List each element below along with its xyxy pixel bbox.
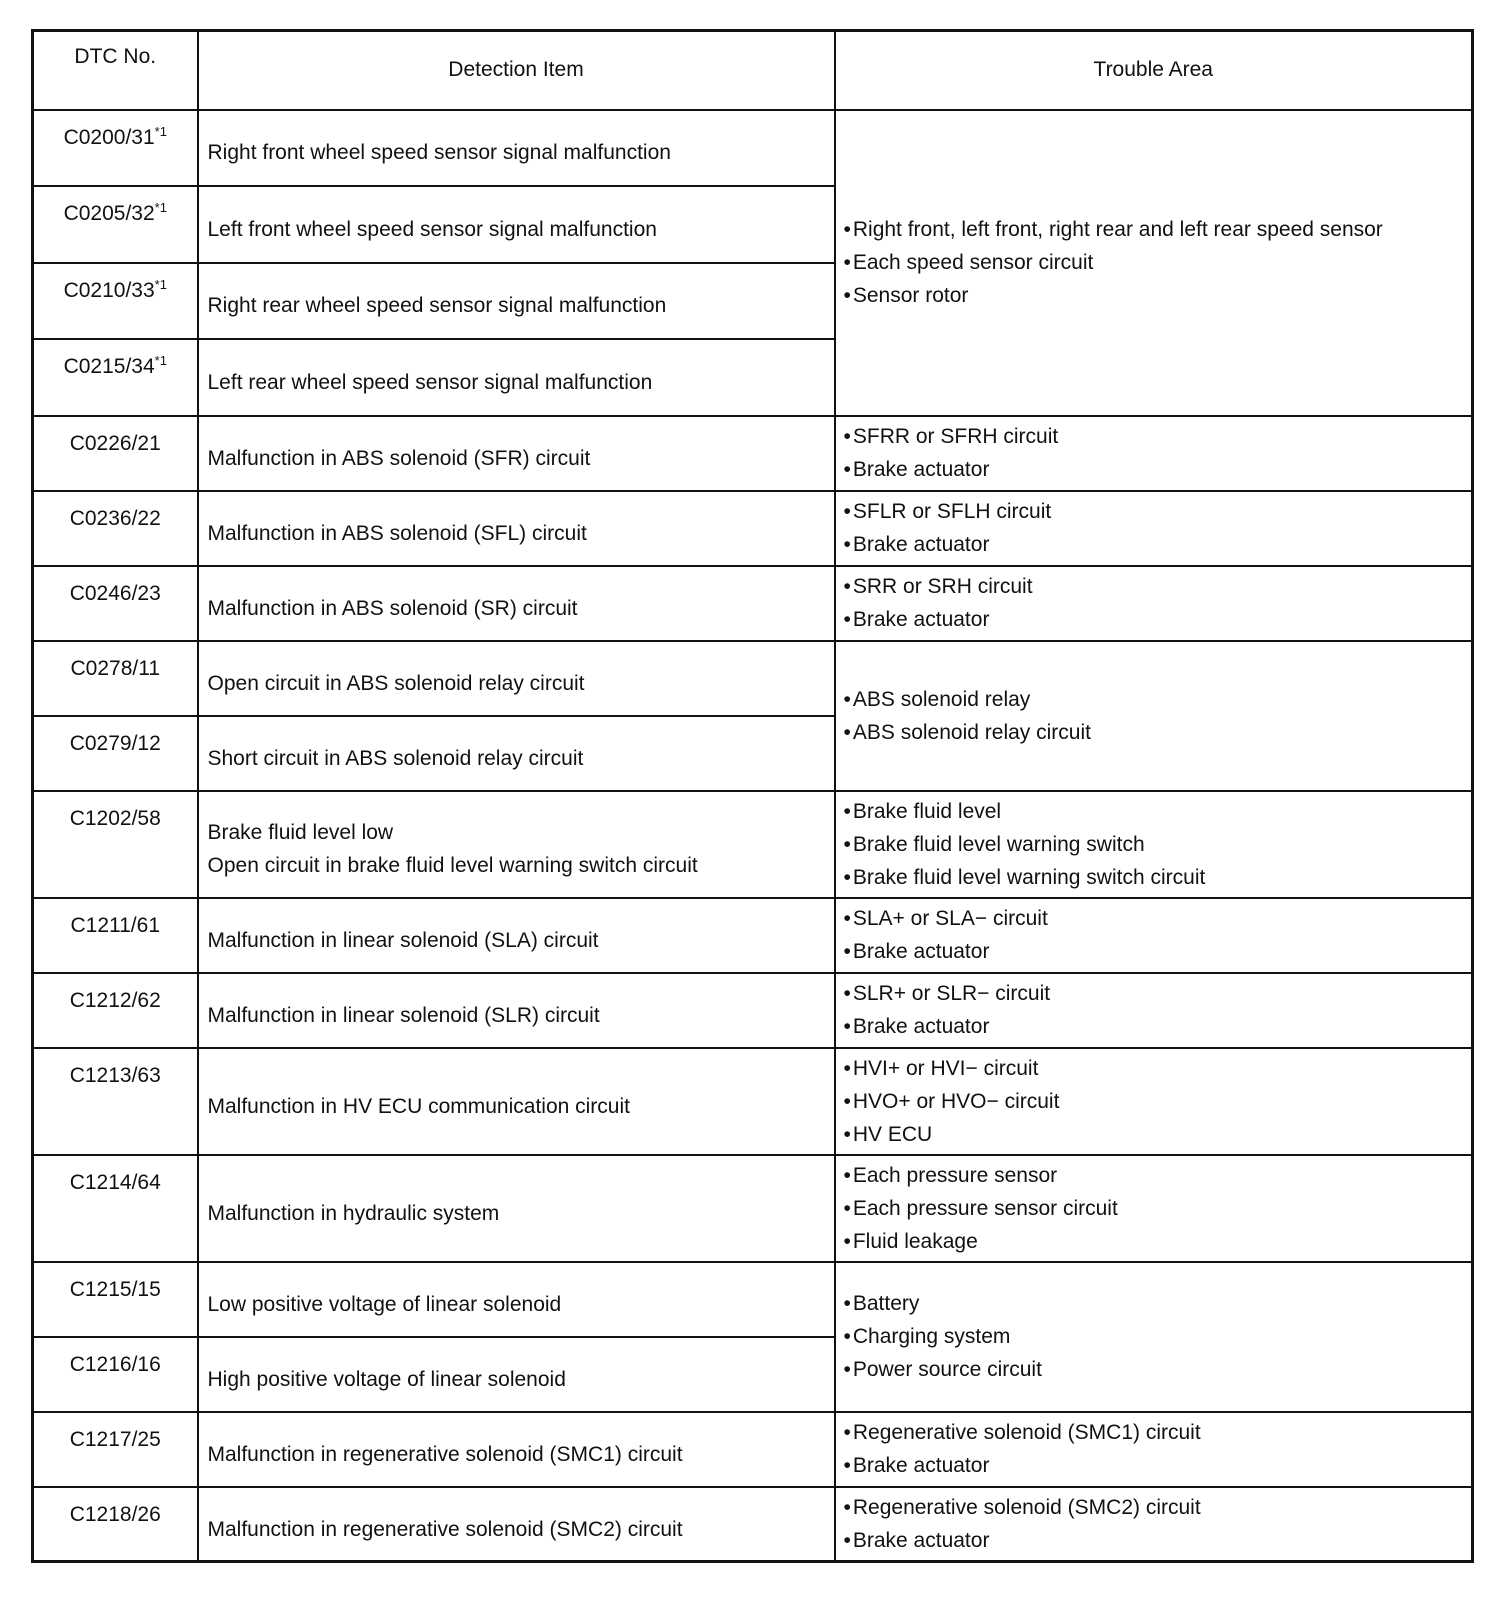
trouble-area-item: • SLR+ or SLR− circuit xyxy=(844,977,1472,1010)
detection-item-cell xyxy=(198,1412,835,1487)
dtc-code-cell xyxy=(33,898,198,973)
trouble-area-cell xyxy=(835,1155,1473,1262)
dtc-code-cell xyxy=(33,1048,198,1155)
table-row xyxy=(33,491,1473,566)
table-row xyxy=(33,566,1473,641)
trouble-area-cell xyxy=(835,416,1473,491)
table-row xyxy=(33,1048,1473,1155)
dtc-code: C0279/12 xyxy=(69,731,161,755)
dtc-table xyxy=(31,29,1474,1563)
table-row xyxy=(33,1412,1473,1487)
trouble-area-item: • Power source circuit xyxy=(844,1353,1472,1386)
detection-item-text: Left front wheel speed sensor signal malfunction xyxy=(207,217,657,241)
detection-item-cell xyxy=(198,716,835,791)
trouble-area-item: • Each pressure sensor xyxy=(844,1159,1472,1192)
trouble-area-item: • Brake fluid level warning switch circuit xyxy=(844,861,1472,894)
trouble-area-item: • SFLR or SFLH circuit xyxy=(844,495,1472,528)
detection-item-cell xyxy=(198,110,835,187)
trouble-area-item: • Brake actuator xyxy=(844,935,1472,968)
detection-item-cell xyxy=(198,263,835,340)
trouble-area-cell xyxy=(835,791,1473,898)
trouble-area-cell xyxy=(835,973,1473,1048)
header-detection-item: Detection Item xyxy=(198,31,835,110)
trouble-area-cell xyxy=(835,566,1473,641)
trouble-area-item: • SLA+ or SLA− circuit xyxy=(844,902,1472,935)
dtc-code-cell xyxy=(33,716,198,791)
dtc-code-cell xyxy=(33,339,198,416)
trouble-area-item: • HVI+ or HVI− circuit xyxy=(844,1052,1472,1085)
detection-item-cell xyxy=(198,641,835,716)
trouble-area-item: • Sensor rotor xyxy=(844,279,1472,312)
detection-item-cell xyxy=(198,566,835,641)
trouble-area-item: • Regenerative solenoid (SMC1) circuit xyxy=(844,1416,1472,1449)
trouble-area-item: • Brake fluid level warning switch xyxy=(844,828,1472,861)
trouble-area-cell xyxy=(835,898,1473,973)
trouble-area-item: • HVO+ or HVO− circuit xyxy=(844,1085,1472,1118)
table-row xyxy=(33,973,1473,1048)
trouble-area-item: • Charging system xyxy=(844,1320,1472,1353)
dtc-code: C1214/64 xyxy=(69,1170,161,1194)
dtc-code: C0278/11 xyxy=(70,656,161,680)
trouble-area-item: • Each speed sensor circuit xyxy=(844,246,1472,279)
footnote-mark: *1 xyxy=(154,200,167,216)
detection-item-cell xyxy=(198,416,835,491)
dtc-code-cell xyxy=(33,263,198,340)
detection-item-cell xyxy=(198,186,835,263)
trouble-area-item: • Brake actuator xyxy=(844,453,1472,486)
dtc-code-cell xyxy=(33,791,198,898)
dtc-code: C1218/26 xyxy=(69,1502,161,1526)
trouble-area-item: • Right front, left front, right rear and left rear speed sensor xyxy=(844,213,1472,246)
footnote-mark: *1 xyxy=(154,276,167,292)
detection-item-text: High positive voltage of linear solenoid xyxy=(207,1367,566,1391)
detection-item-cell xyxy=(198,1487,835,1562)
dtc-code: C1212/62 xyxy=(69,988,161,1012)
trouble-area-cell xyxy=(835,491,1473,566)
table-row xyxy=(33,1487,1473,1562)
dtc-code-cell xyxy=(33,1155,198,1262)
trouble-area-item: • SRR or SRH circuit xyxy=(844,570,1472,603)
trouble-area-item: • Brake actuator xyxy=(844,1449,1472,1482)
dtc-code-cell xyxy=(33,641,198,716)
dtc-code-cell xyxy=(33,1262,198,1337)
header-dtc-no: DTC No. xyxy=(33,31,198,110)
detection-item-text: Right rear wheel speed sensor signal malfunction xyxy=(207,294,667,318)
trouble-area-cell xyxy=(835,110,1473,416)
detection-item-cell xyxy=(198,1048,835,1155)
detection-item-text: Malfunction in regenerative solenoid (SMC2) circuit xyxy=(207,1517,683,1541)
trouble-area-item: • Brake actuator xyxy=(844,1010,1472,1043)
detection-item-text: Short circuit in ABS solenoid relay circuit xyxy=(207,746,584,770)
detection-item-text: Right front wheel speed sensor signal malfunction xyxy=(207,141,671,165)
dtc-code-cell xyxy=(33,973,198,1048)
table-row xyxy=(33,791,1473,898)
trouble-area-item: • ABS solenoid relay xyxy=(844,683,1472,716)
dtc-code: C1215/15 xyxy=(69,1277,161,1301)
detection-item-text: Malfunction in ABS solenoid (SFR) circuit xyxy=(207,446,591,470)
detection-item-text: Low positive voltage of linear solenoid xyxy=(207,1292,562,1316)
trouble-area-cell xyxy=(835,641,1473,791)
detection-item-cell xyxy=(198,898,835,973)
detection-item-cell xyxy=(198,791,835,898)
table-row xyxy=(33,416,1473,491)
footnote-mark: *1 xyxy=(154,123,167,139)
dtc-code-cell xyxy=(33,1337,198,1412)
trouble-area-item: • HV ECU xyxy=(844,1118,1472,1151)
dtc-code: C0236/22 xyxy=(69,506,161,530)
dtc-code: C0246/23 xyxy=(69,581,161,605)
dtc-code: C0210/33 xyxy=(63,278,155,302)
dtc-code-cell xyxy=(33,186,198,263)
table-row xyxy=(33,898,1473,973)
trouble-area-item: • Brake actuator xyxy=(844,528,1472,561)
detection-item-cell xyxy=(198,1337,835,1412)
trouble-area-item: • SFRR or SFRH circuit xyxy=(844,420,1472,453)
header-trouble-area: Trouble Area xyxy=(835,31,1473,110)
detection-item-text: Open circuit in ABS solenoid relay circuit xyxy=(207,671,585,695)
trouble-area-cell xyxy=(835,1262,1473,1412)
dtc-code: C1216/16 xyxy=(69,1352,161,1376)
table-row xyxy=(33,641,1473,716)
dtc-code-cell xyxy=(33,566,198,641)
detection-item-cell xyxy=(198,1262,835,1337)
trouble-area-item: • Regenerative solenoid (SMC2) circuit xyxy=(844,1491,1472,1524)
dtc-code-cell xyxy=(33,491,198,566)
dtc-code-cell xyxy=(33,416,198,491)
dtc-code: C0226/21 xyxy=(69,431,161,455)
dtc-code: C1211/61 xyxy=(70,913,161,937)
trouble-area-item: • Brake actuator xyxy=(844,1524,1472,1557)
dtc-code-cell xyxy=(33,1487,198,1562)
trouble-area-item: • Battery xyxy=(844,1287,1472,1320)
detection-item-cell xyxy=(198,339,835,416)
trouble-area-item: • ABS solenoid relay circuit xyxy=(844,716,1472,749)
dtc-code: C1213/63 xyxy=(69,1063,161,1087)
dtc-code: C1217/25 xyxy=(69,1427,161,1451)
detection-item-text: Malfunction in HV ECU communication circuit xyxy=(207,1094,630,1118)
dtc-code: C0205/32 xyxy=(63,202,155,226)
trouble-area-cell xyxy=(835,1412,1473,1487)
detection-item-cell xyxy=(198,491,835,566)
trouble-area-item: • Brake fluid level xyxy=(844,795,1472,828)
detection-item-cell xyxy=(198,973,835,1048)
detection-item-text: Malfunction in linear solenoid (SLA) circuit xyxy=(207,928,599,952)
table-row xyxy=(33,1155,1473,1262)
footnote-mark: *1 xyxy=(154,353,167,369)
trouble-area-cell xyxy=(835,1048,1473,1155)
detection-item-text: Brake fluid level low xyxy=(207,821,394,845)
detection-item-text: Left rear wheel speed sensor signal malfunction xyxy=(207,371,653,395)
detection-item-cell xyxy=(198,1155,835,1262)
table-row xyxy=(33,1262,1473,1337)
dtc-code: C0215/34 xyxy=(63,355,155,379)
detection-item-text: Malfunction in regenerative solenoid (SMC1) circuit xyxy=(207,1442,683,1466)
dtc-code: C0200/31 xyxy=(63,125,155,149)
trouble-area-item: • Brake actuator xyxy=(844,603,1472,636)
table-row xyxy=(33,110,1473,187)
detection-item-text: Malfunction in hydraulic system xyxy=(207,1201,500,1225)
trouble-area-cell xyxy=(835,1487,1473,1562)
dtc-code: C1202/58 xyxy=(69,806,161,830)
dtc-code-cell xyxy=(33,110,198,187)
trouble-area-item: • Fluid leakage xyxy=(844,1225,1472,1258)
detection-item-text: Malfunction in ABS solenoid (SR) circuit xyxy=(207,596,578,620)
detection-item-text: Malfunction in linear solenoid (SLR) circuit xyxy=(207,1003,600,1027)
header-row xyxy=(33,31,1473,110)
dtc-code-cell xyxy=(33,1412,198,1487)
trouble-area-item: • Each pressure sensor circuit xyxy=(844,1192,1472,1225)
detection-item-text: Open circuit in brake fluid level warning switch circuit xyxy=(207,854,698,878)
detection-item-text: Malfunction in ABS solenoid (SFL) circuit xyxy=(207,521,587,545)
